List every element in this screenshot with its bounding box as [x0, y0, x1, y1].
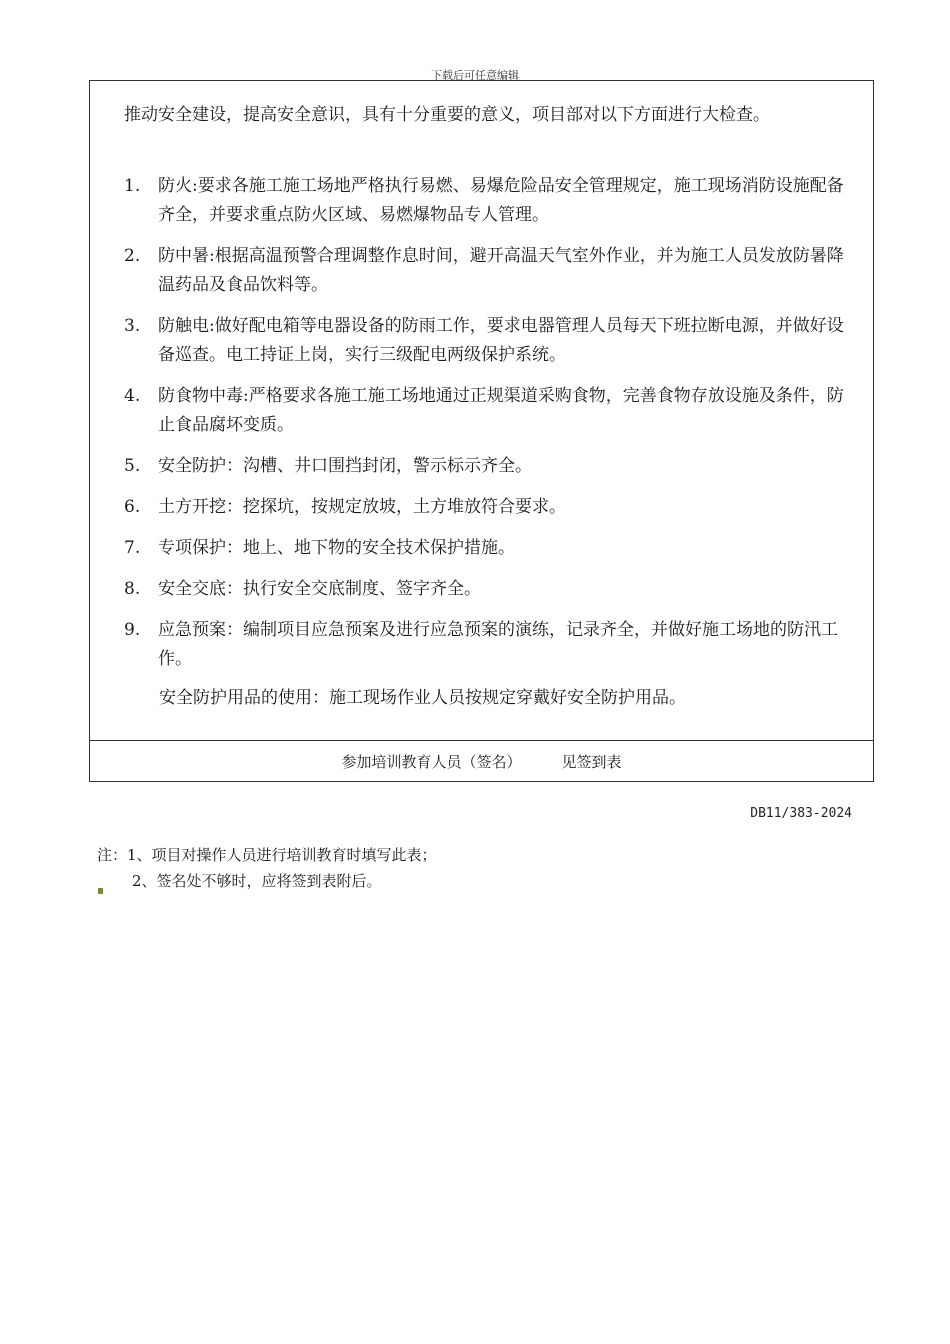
list-item — [124, 616, 844, 674]
training-record-table — [89, 80, 874, 782]
list-item — [124, 452, 844, 481]
item-number: 1. — [124, 176, 141, 196]
header-note: 下载后可任意编辑 — [431, 69, 519, 82]
item-number: 6. — [124, 497, 141, 517]
item-number: 9. — [124, 620, 141, 640]
content-cell — [90, 81, 873, 741]
signature-label: 参加培训教育人员（签名） — [341, 753, 522, 771]
item-text: 防火:要求各施工施工场地严格执行易燃、易爆危险品安全管理规定，施工现场消防设施配备齐全，并要求重点防火区域、易燃爆物品专人管理。 — [158, 176, 844, 225]
item-number: 4. — [124, 386, 141, 406]
list-item — [124, 312, 844, 370]
item-text: 防触电:做好配电箱等电器设备的防雨工作，要求电器管理人员每天下班拉断电源，并做好设备巡查。电工持证上岗，实行三级配电两级保护系统。 — [158, 316, 844, 365]
item-number: 3. — [124, 316, 141, 336]
item-text: 专项保护：地上、地下物的安全技术保护措施。 — [158, 538, 515, 558]
closing-paragraph: 安全防护用品的使用：施工现场作业人员按规定穿戴好安全防护用品。 — [159, 688, 686, 708]
list-item — [124, 493, 844, 522]
item-text: 安全交底：执行安全交底制度、签字齐全。 — [158, 579, 481, 599]
list-item — [124, 172, 844, 230]
item-number: 8. — [124, 579, 141, 599]
signature-row — [90, 741, 873, 782]
item-text: 防中暑:根据高温预警合理调整作息时间，避开高温天气室外作业，并为施工人员发放防暑降温药品及食品饮料等。 — [158, 246, 844, 295]
list-item — [124, 382, 844, 440]
item-text: 安全防护：沟槽、井口围挡封闭，警示标示齐全。 — [158, 456, 532, 476]
note-line-2: 2、签名处不够时，应将签到表附后。 — [132, 872, 382, 890]
item-text: 应急预案：编制项目应急预案及进行应急预案的演练，记录齐全，并做好施工场地的防汛工作。 — [158, 620, 838, 669]
item-number: 7. — [124, 538, 141, 558]
list-item — [124, 534, 844, 563]
item-text: 防食物中毒:严格要求各施工施工场地通过正规渠道采购食物，完善食物存放设施及条件，防止食品腐坏变质。 — [158, 386, 844, 435]
standard-code: DB11/383-2024 — [750, 806, 852, 821]
notes — [97, 842, 437, 894]
list-item — [124, 242, 844, 300]
list-item — [124, 575, 844, 604]
item-number: 2. — [124, 246, 141, 266]
signature-value: 见签到表 — [561, 753, 622, 771]
item-text: 土方开挖：挖探坑，按规定放坡，土方堆放符合要求。 — [158, 497, 566, 517]
intro-paragraph: 推动安全建设，提高安全意识，具有十分重要的意义，项目部对以下方面进行大检查。 — [124, 105, 770, 125]
note-line-1: 注：1、项目对操作人员进行培训教育时填写此表； — [97, 846, 437, 864]
item-number: 5. — [124, 456, 141, 476]
anchor-mark-icon — [98, 888, 103, 894]
inspection-list — [124, 172, 844, 686]
